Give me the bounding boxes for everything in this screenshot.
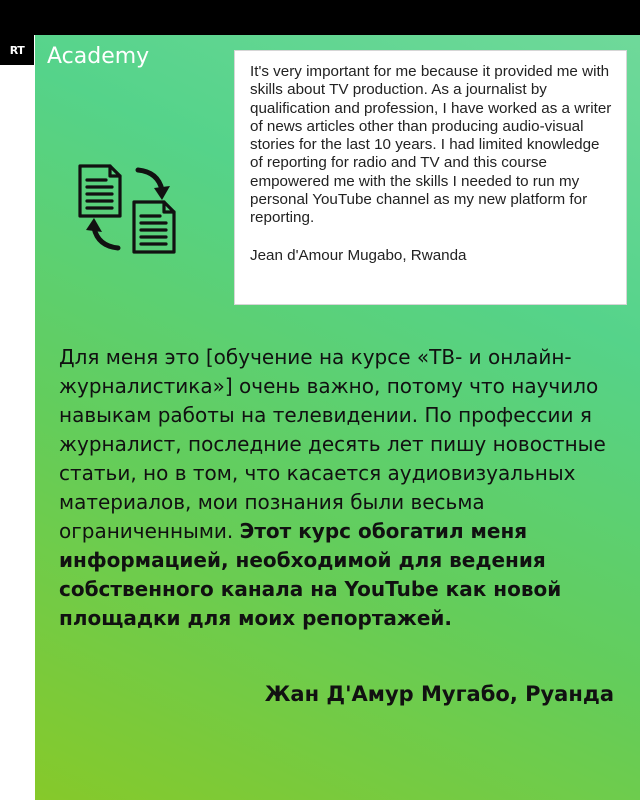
russian-quote-author: Жан Д'Амур Мугабо, Руанда [264,682,614,706]
russian-quote-regular: Для меня это [обучение на курсе «ТВ- и онлайн-журналистика»] очень важно, потому что научило навыкам работы на телевидении. По профессии я журналист, последние десять лет пишу новостные статьи, но в том, что касается аудиовизуальных материалов, мои познания были весьма ограниченными. [59,345,606,543]
english-quote-card [234,50,627,305]
english-quote-text: It's very important for me because it provided me with skills about TV production. As a journalist by qualification and profession, I have worked as a writer of news articles other than producing audio-visual stories for the last 10 years. I had limited knowledge of reporting for radio and TV and this course empowered me with the skills I needed to run my personal YouTube channel as my new platform for reporting. [250,63,612,227]
rt-logo: RT [0,35,34,65]
brand-title: Academy [47,44,150,69]
russian-quote [59,343,629,633]
top-bar [0,0,640,35]
documents-exchange-icon [76,160,180,256]
english-quote-author: Jean d'Amour Mugabo, Rwanda [250,246,467,264]
russian-quote-bold: Этот курс обогатил меня информацией, необходимой для ведения собственного канала на YouTube как новой площадки для моих репортажей. [59,519,562,630]
